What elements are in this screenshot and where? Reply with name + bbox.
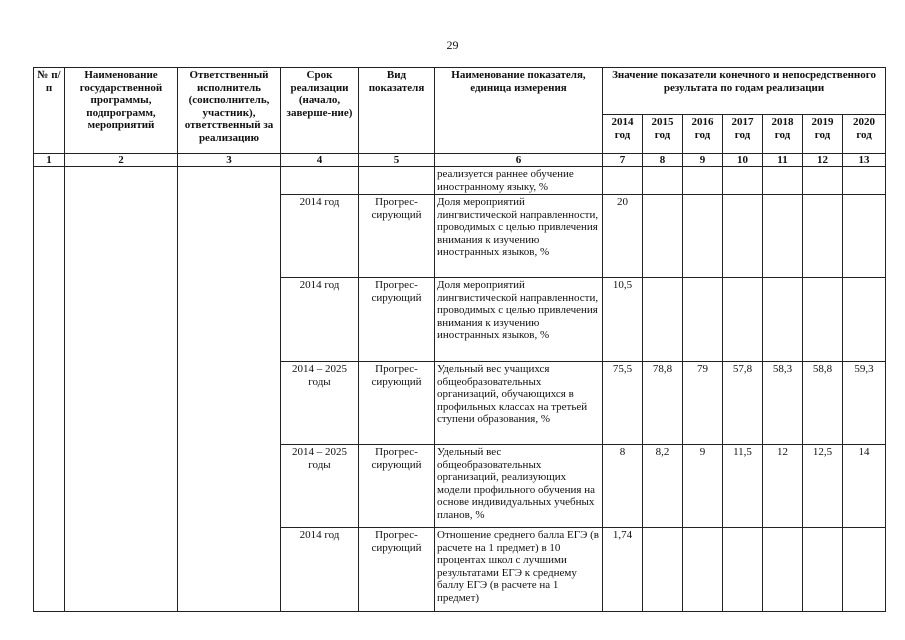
cell-value bbox=[843, 528, 886, 612]
column-number: 4 bbox=[281, 154, 359, 167]
cell-value bbox=[803, 278, 843, 362]
cell-program-name bbox=[65, 167, 178, 612]
header-year: 2014 год bbox=[603, 115, 643, 154]
cell-value bbox=[683, 195, 723, 278]
cell-value bbox=[723, 167, 763, 195]
header-year: 2018 год bbox=[763, 115, 803, 154]
cell-term: 2014 – 2025 годы bbox=[281, 445, 359, 528]
cell-value bbox=[843, 167, 886, 195]
header-indicator-name: Наименование показателя, единица измерения bbox=[435, 68, 603, 154]
cell-value bbox=[603, 167, 643, 195]
column-number: 5 bbox=[359, 154, 435, 167]
table-row bbox=[34, 167, 886, 195]
cell-value bbox=[763, 528, 803, 612]
column-number: 12 bbox=[803, 154, 843, 167]
column-number: 2 bbox=[65, 154, 178, 167]
cell-value: 75,5 bbox=[603, 362, 643, 445]
cell-indicator-type: Прогрес-сирующий bbox=[359, 195, 435, 278]
header-term: Срок реализации (начало, заверше-ние) bbox=[281, 68, 359, 154]
cell-value bbox=[843, 195, 886, 278]
cell-value: 79 bbox=[683, 362, 723, 445]
cell-value bbox=[763, 167, 803, 195]
header-year: 2015 год bbox=[643, 115, 683, 154]
column-number: 1 bbox=[34, 154, 65, 167]
cell-value bbox=[803, 167, 843, 195]
cell-value bbox=[723, 278, 763, 362]
cell-indicator-type: Прогрес-сирующий bbox=[359, 445, 435, 528]
cell-value bbox=[803, 195, 843, 278]
column-number: 11 bbox=[763, 154, 803, 167]
cell-executor bbox=[178, 167, 281, 612]
header-number: № п/п bbox=[34, 68, 65, 154]
cell-indicator-type: Прогрес-сирующий bbox=[359, 528, 435, 612]
column-number: 7 bbox=[603, 154, 643, 167]
header-year: 2019 год bbox=[803, 115, 843, 154]
cell-value bbox=[643, 195, 683, 278]
column-number: 8 bbox=[643, 154, 683, 167]
column-number: 10 bbox=[723, 154, 763, 167]
page-number: 29 bbox=[446, 38, 459, 52]
cell-indicator-name: Удельный вес общеобразовательных организаций, реализующих модели профильного обучения на основе индивидуальных учебных планов, % bbox=[435, 445, 603, 528]
cell-value: 12 bbox=[763, 445, 803, 528]
cell-value: 59,3 bbox=[843, 362, 886, 445]
cell-indicator-type: Прогрес-сирующий bbox=[359, 278, 435, 362]
cell-value bbox=[723, 195, 763, 278]
cell-value: 58,8 bbox=[803, 362, 843, 445]
cell-indicator-name: Доля мероприятий лингвистической направленности, проводимых с целью привлечения внимания к изучению иностранных языков, % bbox=[435, 278, 603, 362]
cell-indicator-type bbox=[359, 167, 435, 195]
cell-term: 2014 год bbox=[281, 195, 359, 278]
cell-value bbox=[643, 278, 683, 362]
header-year: 2017 год bbox=[723, 115, 763, 154]
cell-value: 20 bbox=[603, 195, 643, 278]
cell-value: 57,8 bbox=[723, 362, 763, 445]
header-row bbox=[34, 68, 886, 115]
cell-value: 8,2 bbox=[643, 445, 683, 528]
cell-term bbox=[281, 167, 359, 195]
cell-value: 78,8 bbox=[643, 362, 683, 445]
cell-value bbox=[803, 528, 843, 612]
header-executor: Ответственный исполнитель (соисполнитель, участник), ответственный за реализацию bbox=[178, 68, 281, 154]
cell-value: 12,5 bbox=[803, 445, 843, 528]
column-number: 13 bbox=[843, 154, 886, 167]
cell-value: 10,5 bbox=[603, 278, 643, 362]
cell-value bbox=[683, 167, 723, 195]
cell-value: 58,3 bbox=[763, 362, 803, 445]
header-year: 2016 год bbox=[683, 115, 723, 154]
cell-value: 11,5 bbox=[723, 445, 763, 528]
cell-value: 1,74 bbox=[603, 528, 643, 612]
cell-indicator-name: реализуется раннее обучение иностранному языку, % bbox=[435, 167, 603, 195]
cell-value: 8 bbox=[603, 445, 643, 528]
cell-value bbox=[643, 528, 683, 612]
cell-value: 9 bbox=[683, 445, 723, 528]
cell-term: 2014 – 2025 годы bbox=[281, 362, 359, 445]
cell-number bbox=[34, 167, 65, 612]
header-program-name: Наименование государственной программы, подпрограмм, мероприятий bbox=[65, 68, 178, 154]
column-number: 6 bbox=[435, 154, 603, 167]
header-values-group: Значение показатели конечного и непосредственного результата по годам реализации bbox=[603, 68, 886, 115]
cell-value bbox=[763, 195, 803, 278]
column-number: 9 bbox=[683, 154, 723, 167]
column-number: 3 bbox=[178, 154, 281, 167]
cell-indicator-type: Прогрес-сирующий bbox=[359, 362, 435, 445]
header-year: 2020 год bbox=[843, 115, 886, 154]
cell-value bbox=[643, 167, 683, 195]
header-indicator-type: Вид показателя bbox=[359, 68, 435, 154]
cell-value bbox=[723, 528, 763, 612]
cell-value bbox=[843, 278, 886, 362]
cell-term: 2014 год bbox=[281, 528, 359, 612]
cell-value bbox=[763, 278, 803, 362]
indicators-table bbox=[33, 67, 886, 612]
cell-value: 14 bbox=[843, 445, 886, 528]
cell-indicator-name: Отношение среднего балла ЕГЭ (в расчете на 1 предмет) в 10 процентах школ с лучшими результатами ЕГЭ к среднему баллу ЕГЭ (в расчете на 1 предмет) bbox=[435, 528, 603, 612]
column-numbers-row bbox=[34, 154, 886, 167]
cell-indicator-name: Удельный вес учащихся общеобразовательных организаций, обучающихся в профильных классах на третьей ступени образования, % bbox=[435, 362, 603, 445]
cell-indicator-name: Доля мероприятий лингвистической направленности, проводимых с целью привлечения внимания к изучению иностранных языков, % bbox=[435, 195, 603, 278]
cell-term: 2014 год bbox=[281, 278, 359, 362]
cell-value bbox=[683, 278, 723, 362]
cell-value bbox=[683, 528, 723, 612]
